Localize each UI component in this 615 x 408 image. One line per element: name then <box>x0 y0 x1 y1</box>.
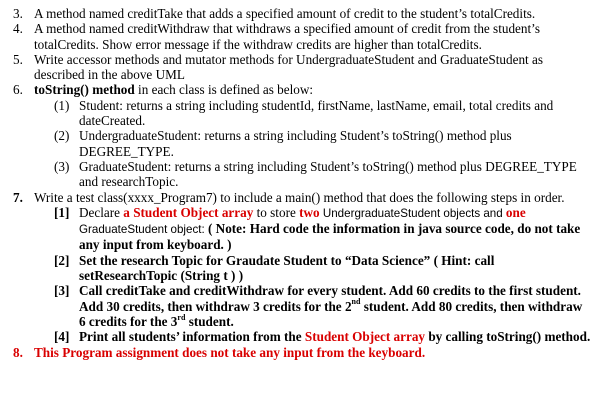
count-one-highlight: one <box>505 204 526 220</box>
step-text <box>79 221 615 237</box>
item-text: described in the above UML <box>34 67 185 83</box>
subitem-number: (2) <box>54 128 70 144</box>
step-4 <box>0 329 615 344</box>
step-1 <box>0 205 615 253</box>
step-text-part: UndergraduateStudent objects and <box>319 206 506 220</box>
step-text-part: Add 30 credits, then withdraw 3 credits for the 2 <box>79 298 352 314</box>
item-text: A method named creditWithdraw that withdraws a specified amount of credit from the student’s <box>34 21 540 37</box>
item-text <box>34 82 615 97</box>
subitem-text: Student: returns a string including studentId, firstName, lastName, email, total credits and <box>79 97 554 113</box>
step-text: Set the research Topic for Graudate Student to “Data Science” ( Hint: call <box>79 252 495 268</box>
ordinal-suffix: rd <box>177 312 186 322</box>
item-text: Write a test class(xxxx_Program7) to include a main() method that does the following steps in order. <box>34 189 565 205</box>
subitem-text: GraduateStudent: returns a string including Student’s toString() method plus DEGREE_TYPE <box>79 158 577 174</box>
step-2 <box>0 253 615 284</box>
step-3 <box>0 283 615 329</box>
student-array-highlight: Student Object array <box>304 329 426 345</box>
list-item-7 <box>0 190 615 205</box>
list-item-6 <box>0 82 615 97</box>
step-number: [2] <box>54 252 70 268</box>
subitem-text: DEGREE_TYPE. <box>79 143 174 159</box>
list-item-4 <box>0 21 615 52</box>
subitem-number: (1) <box>54 97 70 113</box>
item-number: 7. <box>13 189 23 205</box>
document-body <box>0 6 615 360</box>
subitem-text: and researchTopic. <box>79 174 179 190</box>
step-text <box>79 314 615 329</box>
item-text: This Program assignment does not take any input from the keyboard. <box>34 344 426 360</box>
list-item-3 <box>0 6 615 21</box>
hard-code-note: ( Note: Hard code the information in java source code, do not take <box>204 221 581 237</box>
list-item-5 <box>0 52 615 83</box>
step-text-part: by calling toString() method. <box>425 329 591 345</box>
step-text-part: Print all students’ information from the <box>79 329 305 345</box>
tostring-description: in each class is defined as below: <box>134 82 314 98</box>
tostring-heading: toString() method <box>34 82 135 98</box>
count-two-highlight: two <box>299 204 320 220</box>
step-text <box>79 205 615 221</box>
step-text-part: GraduateStudent object: <box>79 223 205 237</box>
item-text: totalCredits. Show error message if the withdraw credits are higher than totalCredits. <box>34 36 482 52</box>
item-number: 5. <box>13 51 23 67</box>
item-number: 6. <box>13 82 23 98</box>
step-number: [4] <box>54 329 70 345</box>
sublist-item-3 <box>0 159 615 190</box>
subitem-text: dateCreated. <box>79 113 146 129</box>
step-text <box>79 299 615 314</box>
item-text: Write accessor methods and mutator methods for UndergraduateStudent and GraduateStudent as <box>34 51 543 67</box>
step-text-part: 6 credits for the 3 <box>79 313 178 329</box>
subitem-number: (3) <box>54 158 70 174</box>
subitem-text: UndergraduateStudent: returns a string including Student’s toString() method plus <box>79 128 512 144</box>
sublist-item-1 <box>0 98 615 129</box>
ordinal-suffix: nd <box>351 297 361 307</box>
step-text-part: student. <box>185 313 234 329</box>
item-number: 4. <box>13 21 23 37</box>
item-text: A method named creditTake that adds a specified amount of credit to the student’s totalCredits. <box>34 6 536 21</box>
item-number: 3. <box>13 6 23 21</box>
step-number: [1] <box>54 204 70 220</box>
step-text-part: student. Add 80 credits, then withdraw <box>360 298 583 314</box>
item-number: 8. <box>13 344 23 360</box>
student-array-highlight: a Student Object array <box>123 204 254 220</box>
step-text: any input from keyboard. ) <box>79 237 232 253</box>
list-item-8 <box>0 345 615 360</box>
step-text-part: Declare <box>79 204 124 220</box>
sublist-item-2 <box>0 128 615 159</box>
step-number: [3] <box>54 283 70 299</box>
step-text: setResearchTopic (String t ) ) <box>79 268 244 284</box>
step-text <box>79 329 615 344</box>
step-text: Call creditTake and creditWithdraw for every student. Add 60 credits to the first student. <box>79 283 581 299</box>
step-text-part: to store <box>253 204 300 220</box>
